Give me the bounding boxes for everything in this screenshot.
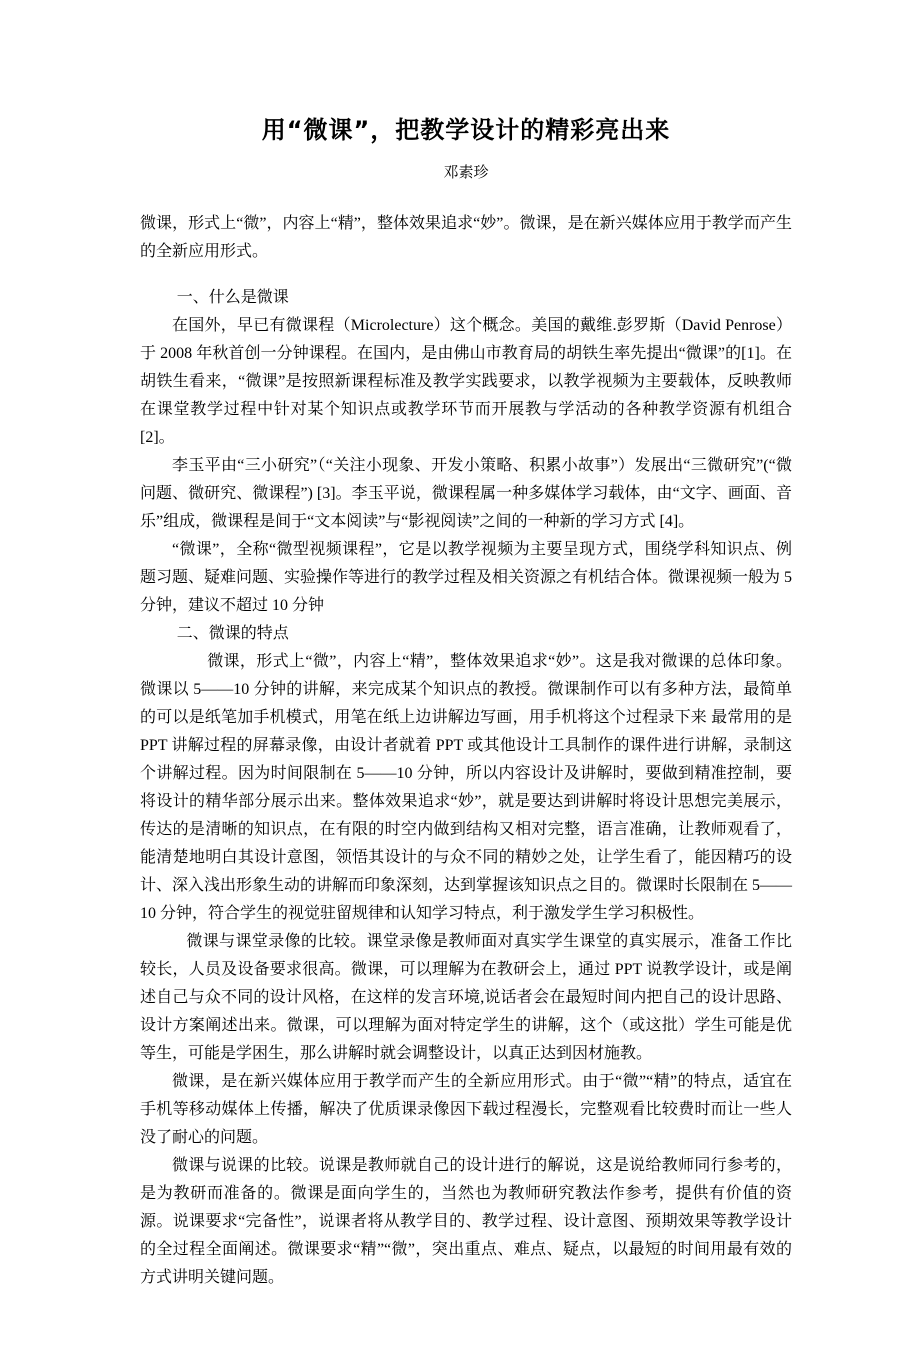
- paragraph-compare-classroom-recording: 微课与课堂录像的比较。课堂录像是教师面对真实学生课堂的真实展示，准备工作比较长，人员及设备要求很高。微课，可以理解为在教研会上，通过 PPT 说教学设计，或是阐述自己与众不同的设计风格，在这样的发言环境,说话者会在最短时间内把自己的设计思路、设计方案阐述出来。微课，可以理解为面对特定学生的讲解，这个（或这批）学生可能是优等生，可能是学困生，那么讲解时就会调整设计，以真正达到因材施教。: [140, 933, 792, 1062]
- paragraph-definition: “微课”，全称“微型视频课程”，它是以教学视频为主要呈现方式，围绕学科知识点、例题习题、疑难问题、实验操作等进行的教学过程及相关资源之有机结合体。微课视频一般为 5 分钟，建议不超过 10 分钟: [140, 541, 793, 614]
- paragraph-origin: 在国外，早已有微课程（Microlecture）这个概念。美国的戴维.彭罗斯（David Penrose）于 2008 年秋首创一分钟课程。在国内，是由佛山市教育局的胡铁生率先提出“微课”的[1]。在胡铁生看来，“微课”是按照新课程标准及教学实践要求，以教学视频为主要载体，反映教师在课堂教学过程中针对某个知识点或教学环节而开展教与学活动的各种教学资源有机组合[2]。: [140, 317, 792, 446]
- paragraph-features-detail: 微课，形式上“微”，内容上“精”，整体效果追求“妙”。这是我对微课的总体印象。微课以 5——10 分钟的讲解，来完成某个知识点的教授。微课制作可以有多种方法，最简单的可以是纸笔加手机模式，用笔在纸上边讲解边写画，用手机将这个过程录下来 最常用的是 PPT 讲解过程的屏幕录像，由设计者就着 PPT 或其他设计工具制作的课件进行讲解，录制这个讲解过程。因为时间限制在 5——10 分钟，所以内容设计及讲解时，要做到精准控制，要将设计的精华部分展示出来。整体效果追求“妙”，就是要达到讲解时将设计思想完美展示，传达的是清晰的知识点，在有限的时空内做到结构又相对完整，语言准确，让教师观看了，能清楚地明白其设计意图，领悟其设计的与众不同的精妙之处，让学生看了，能因精巧的设计、深入浅出形象生动的讲解而印象深刻，达到掌握该知识点之目的。微课时长限制在 5——10 分钟，符合学生的视觉驻留规律和认知学习特点，利于激发学生学习积极性。: [140, 653, 793, 922]
- paragraph-intro: 微课，形式上“微”，内容上“精”，整体效果追求“妙”。微课，是在新兴媒体应用于教学而产生的全新应用形式。: [140, 215, 792, 260]
- document-title: 用“微课”，把教学设计的精彩亮出来: [261, 116, 671, 144]
- paragraph-liyuping: 李玉平由“三小研究”（“关注小现象、开发小策略、积累小故事”）发展出“三微研究”(“微问题、微研究、微课程”) [3]。李玉平说，微课程属一种多媒体学习载体，由“文字、画面、音乐”组成，微课程是间于“文本阅读”与“影视阅读”之间的一种新的学习方式 [4]。: [140, 457, 792, 530]
- section-heading-what-is-weike: 一、什么是微课: [176, 289, 289, 306]
- paragraph-new-media: 微课，是在新兴媒体应用于教学而产生的全新应用形式。由于“微”“精”的特点，适宜在手机等移动媒体上传播，解决了优质课录像因下载过程漫长，完整观看比较费时而让一些人没了耐心的问题。: [140, 1073, 792, 1146]
- author-name: 邓素珍: [443, 165, 489, 181]
- section-heading-features: 二、微课的特点: [176, 625, 289, 642]
- paragraph-compare-shuoke: 微课与说课的比较。说课是教师就自己的设计进行的解说，这是说给教师同行参考的，是为教研而准备的。微课是面向学生的，当然也为教师研究教法作参考，提供有价值的资源。说课要求“完备性”，说课者将从教学目的、教学过程、设计意图、预期效果等教学设计的全过程全面阐述。微课要求“精”“微”，突出重点、难点、疑点，以最短的时间用最有效的方式讲明关键问题。: [140, 1157, 792, 1286]
